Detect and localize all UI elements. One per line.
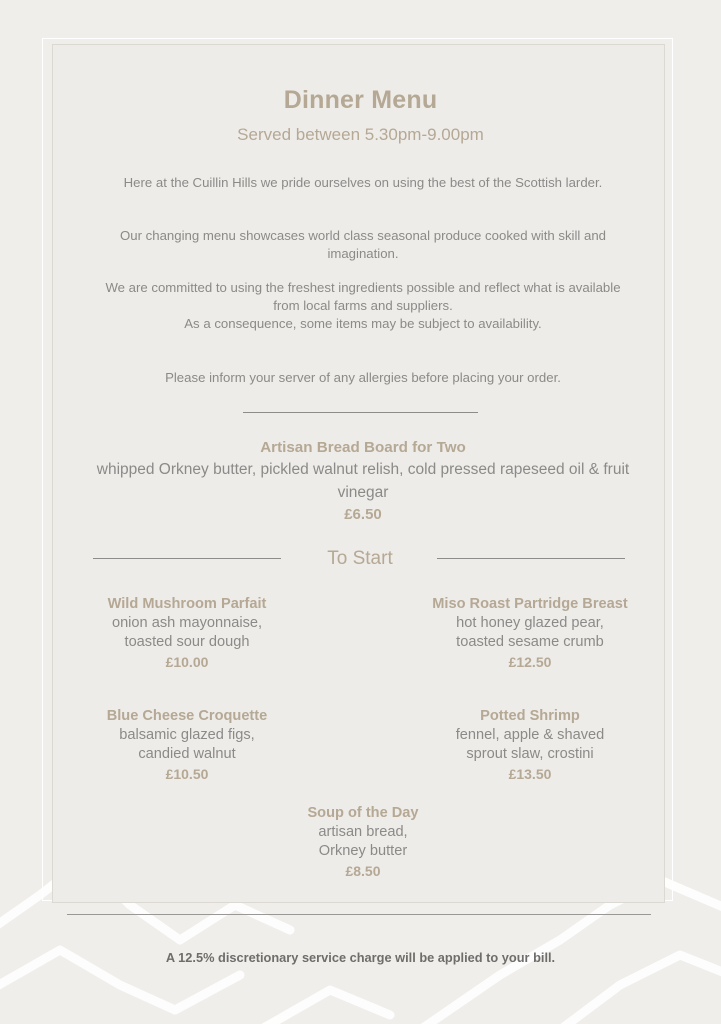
intro-paragraph-3 [95, 279, 631, 333]
item-description-line-1: onion ash mayonnaise, [111, 615, 263, 631]
item-price: £13.50 [508, 766, 552, 782]
item-name: Soup of the Day [307, 805, 419, 821]
divider-line [243, 412, 478, 413]
item-name: Potted Shrimp [480, 708, 580, 724]
item-name: Artisan Bread Board for Two [260, 439, 466, 456]
item-description-line-2: Orkney butter [318, 843, 408, 859]
item-price: £10.00 [165, 654, 209, 670]
item-description-line-1: hot honey glazed pear, [456, 615, 604, 631]
allergy-note: Please inform your server of any allergies before placing your order. [165, 370, 561, 385]
item-description: whipped Orkney butter, pickled walnut relish, cold pressed rapeseed oil & fruit vinegar [96, 461, 630, 501]
item-name: Miso Roast Partridge Breast [432, 596, 628, 612]
item-price: £8.50 [345, 863, 381, 879]
menu-item [57, 594, 317, 672]
item-description-line-2: toasted sour dough [124, 634, 250, 650]
item-description-line-1: artisan bread, [318, 824, 408, 840]
intro-paragraph-3-line-2: As a consequence, some items may be subject to availability. [184, 316, 542, 331]
item-description-line-1: balsamic glazed figs, [119, 727, 255, 743]
menu-item [233, 803, 493, 881]
item-name: Blue Cheese Croquette [106, 708, 268, 724]
item-description-line-2: toasted sesame crumb [456, 634, 604, 650]
page-title: Dinner Menu [283, 86, 438, 114]
intro-paragraph-1: Here at the Cuillin Hills we pride ourselves on using the best of the Scottish larder. [123, 175, 603, 190]
menu-item [400, 706, 660, 784]
item-price: £12.50 [508, 654, 552, 670]
item-price: £6.50 [344, 506, 382, 523]
item-description-line-2: candied walnut [138, 746, 236, 762]
service-charge-note: A 12.5% discretionary service charge will be applied to your bill. [165, 950, 556, 965]
item-price: £10.50 [165, 766, 209, 782]
bread-board-item [95, 437, 631, 526]
section-heading-to-start: To Start [327, 548, 393, 569]
intro-paragraph-2: Our changing menu showcases world class seasonal produce cooked with skill and imagination. [120, 228, 606, 261]
item-name: Wild Mushroom Parfait [107, 596, 267, 612]
serving-times: Served between 5.30pm-9.00pm [237, 125, 484, 144]
item-description-line-1: fennel, apple & shaved [455, 727, 605, 743]
section-divider-right [437, 558, 625, 559]
footer-divider [67, 914, 651, 915]
menu-item [400, 594, 660, 672]
intro-paragraph-3-line-1: We are committed to using the freshest ingredients possible and reflect what is available from local farms and suppliers. [105, 280, 621, 313]
section-divider-left [93, 558, 281, 559]
menu-item [57, 706, 317, 784]
item-description-line-2: sprout slaw, crostini [466, 746, 594, 762]
